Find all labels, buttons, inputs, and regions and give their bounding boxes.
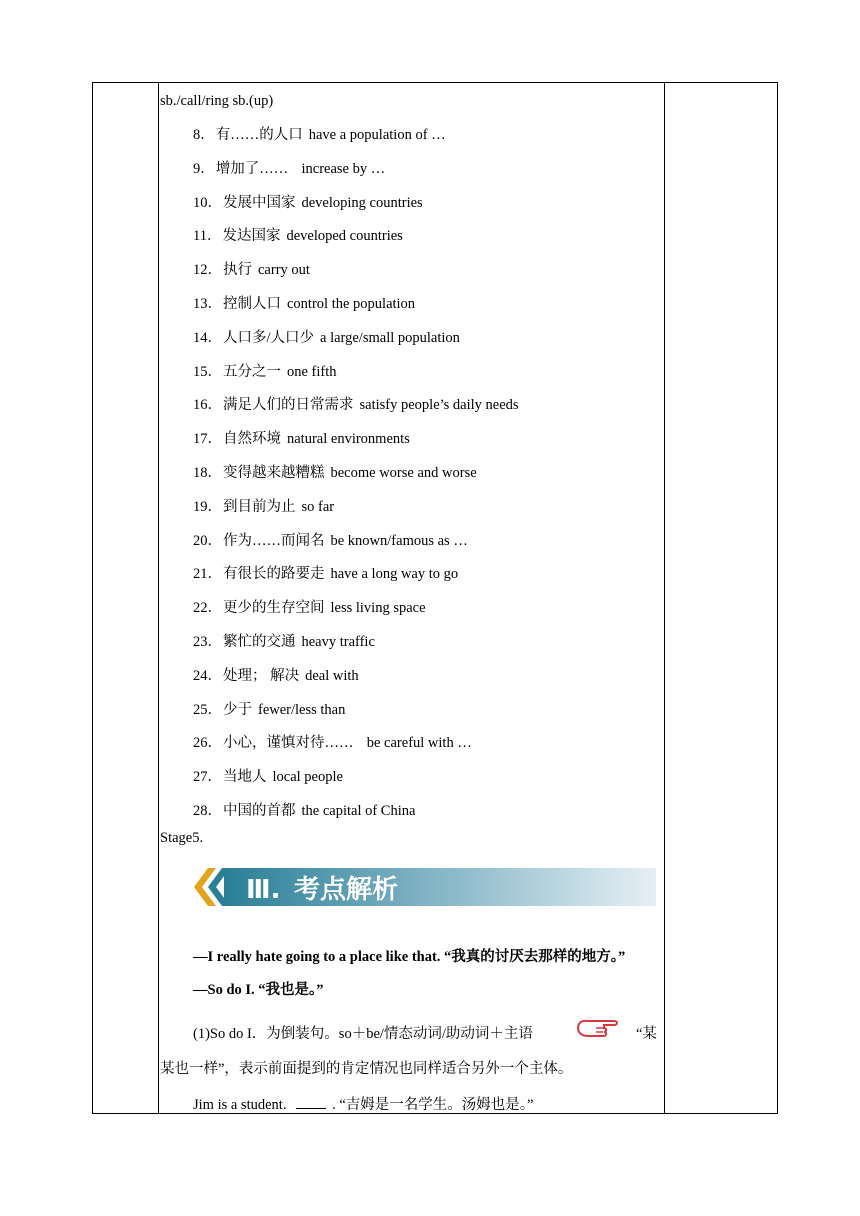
- phrase-number: 17．: [193, 431, 222, 448]
- phrase-number: 18．: [193, 465, 222, 481]
- phrase-number: 11．: [193, 228, 222, 245]
- phrase-chinese: 自然环境: [223, 431, 281, 448]
- phrase-chinese: 发达国家: [222, 228, 281, 245]
- example-translation: . “吉姆是一名学生。汤姆也是。”: [332, 1097, 534, 1113]
- stage-label: Stage5.: [160, 830, 204, 846]
- phrase-item: [193, 263, 310, 278]
- pointing-hand-icon: [574, 1015, 626, 1041]
- phrase-item: [193, 770, 343, 785]
- phrase-english: have a population of …: [308, 127, 446, 143]
- phrase-number: 26．: [193, 735, 222, 752]
- phrase-item: [193, 703, 345, 718]
- phrase-chinese: 有……的人口: [215, 127, 303, 143]
- dialogue-line-2: —So do I. “我也是。”: [193, 982, 324, 998]
- phrase-chinese: 控制人口: [223, 296, 281, 312]
- phrase-chinese: 处理； 解决: [223, 667, 300, 684]
- phrase-chinese: 作为……而闻名: [223, 532, 325, 549]
- phrase-chinese: 发展中国家: [223, 194, 296, 211]
- explanation-line-2: 某也一样”，表示前面提到的肯定情况也同样适合另外一个主体。: [160, 1061, 573, 1077]
- phrase-chinese: 变得越来越糟糕: [223, 465, 325, 481]
- phrase-number: 14．: [193, 329, 222, 346]
- banner-numeral: Ⅲ.: [246, 875, 281, 905]
- phrase-item: [193, 365, 337, 380]
- phrase-number: 23．: [193, 634, 222, 650]
- phrase-chinese: 当地人: [223, 769, 267, 786]
- phrase-item: [193, 196, 423, 211]
- phrase-number: 22．: [193, 600, 222, 617]
- phrase-english: carry out: [258, 262, 310, 279]
- phrase-chinese: 五分之一: [223, 363, 281, 380]
- phrase-item: [193, 534, 468, 549]
- phrase-english: developed countries: [286, 228, 403, 245]
- phrase-english: increase by …: [294, 160, 386, 177]
- phrase-item: [193, 229, 403, 244]
- phrase-english: control the population: [287, 296, 416, 312]
- banner-title: 考点解析: [294, 875, 399, 905]
- phrase-english: the capital of China: [301, 803, 416, 819]
- phrase-number: 15．: [193, 363, 222, 380]
- phrase-number: 12．: [193, 262, 222, 279]
- phrase-number: 9．: [193, 160, 215, 177]
- table-column-left: [92, 82, 159, 1114]
- phrase-item: [193, 736, 472, 751]
- phrase-chinese: 有很长的路要走: [223, 566, 325, 583]
- phrase-english: satisfy people’s daily needs: [359, 397, 519, 414]
- phrase-english: be known/famous as …: [330, 532, 468, 549]
- phrase-number: 10．: [193, 194, 222, 211]
- phrase-item: [193, 601, 426, 616]
- section-banner: [194, 862, 656, 910]
- phrase-item: [193, 162, 385, 177]
- continuation-line: sb./call/ring sb.(up): [160, 93, 274, 109]
- phrase-item: [193, 398, 519, 413]
- phrase-number: 27．: [193, 769, 222, 786]
- phrase-chinese: 执行: [223, 262, 252, 279]
- phrase-item: [193, 635, 375, 650]
- phrase-item: [193, 466, 477, 481]
- phrase-number: 19．: [193, 498, 222, 515]
- phrase-english: local people: [272, 769, 343, 786]
- phrase-chinese: 增加了……: [215, 160, 289, 177]
- example-line: [193, 1096, 533, 1113]
- banner-bar: [224, 868, 656, 906]
- phrase-english: become worse and worse: [330, 465, 477, 481]
- phrase-chinese: 中国的首都: [223, 803, 296, 819]
- phrase-item: [193, 432, 410, 447]
- phrase-english: less living space: [330, 600, 426, 617]
- phrase-number: 8．: [193, 127, 215, 143]
- phrase-chinese: 人口多/人口少: [223, 329, 315, 346]
- phrase-item: [193, 500, 334, 515]
- phrase-item: [193, 297, 415, 312]
- answer-blank[interactable]: [296, 1096, 326, 1109]
- phrase-item: [193, 331, 460, 346]
- phrase-chinese: 更少的生存空间: [223, 600, 325, 617]
- phrase-number: 25．: [193, 701, 222, 718]
- phrase-item: [193, 567, 458, 582]
- explanation-line-1: (1)So do I．为倒装句。so＋be/情态动词/助动词＋主语: [193, 1026, 533, 1042]
- quote-open: “某: [636, 1026, 657, 1042]
- phrase-english: have a long way to go: [330, 566, 459, 583]
- phrase-number: 28．: [193, 803, 222, 819]
- phrase-number: 20．: [193, 532, 222, 549]
- phrase-english: a large/small population: [320, 329, 460, 346]
- phrase-number: 13．: [193, 296, 222, 312]
- phrase-chinese: 小心，谨慎对待……: [223, 735, 354, 752]
- phrase-english: be careful with …: [359, 735, 472, 752]
- dialogue-line-1: —I really hate going to a place like that. “我真的讨厌去那样的地方。”: [193, 949, 626, 965]
- phrase-english: fewer/less than: [258, 701, 346, 718]
- phrase-english: heavy traffic: [301, 634, 375, 650]
- phrase-chinese: 繁忙的交通: [223, 634, 296, 650]
- phrase-chinese: 少于: [223, 701, 252, 718]
- phrase-english: developing countries: [301, 194, 423, 211]
- phrase-number: 24．: [193, 667, 222, 684]
- phrase-item: [193, 128, 446, 143]
- phrase-number: 21．: [193, 566, 222, 583]
- phrase-english: so far: [301, 498, 335, 515]
- phrase-english: natural environments: [287, 431, 410, 448]
- phrase-item: [193, 669, 359, 684]
- phrase-chinese: 满足人们的日常需求: [223, 397, 354, 414]
- phrase-chinese: 到目前为止: [223, 498, 296, 515]
- table-column-right: [664, 82, 778, 1114]
- phrase-english: one fifth: [287, 363, 337, 380]
- example-sentence: Jim is a student.: [193, 1097, 287, 1113]
- phrase-item: [193, 804, 415, 819]
- phrase-number: 16．: [193, 397, 222, 414]
- phrase-english: deal with: [305, 667, 359, 684]
